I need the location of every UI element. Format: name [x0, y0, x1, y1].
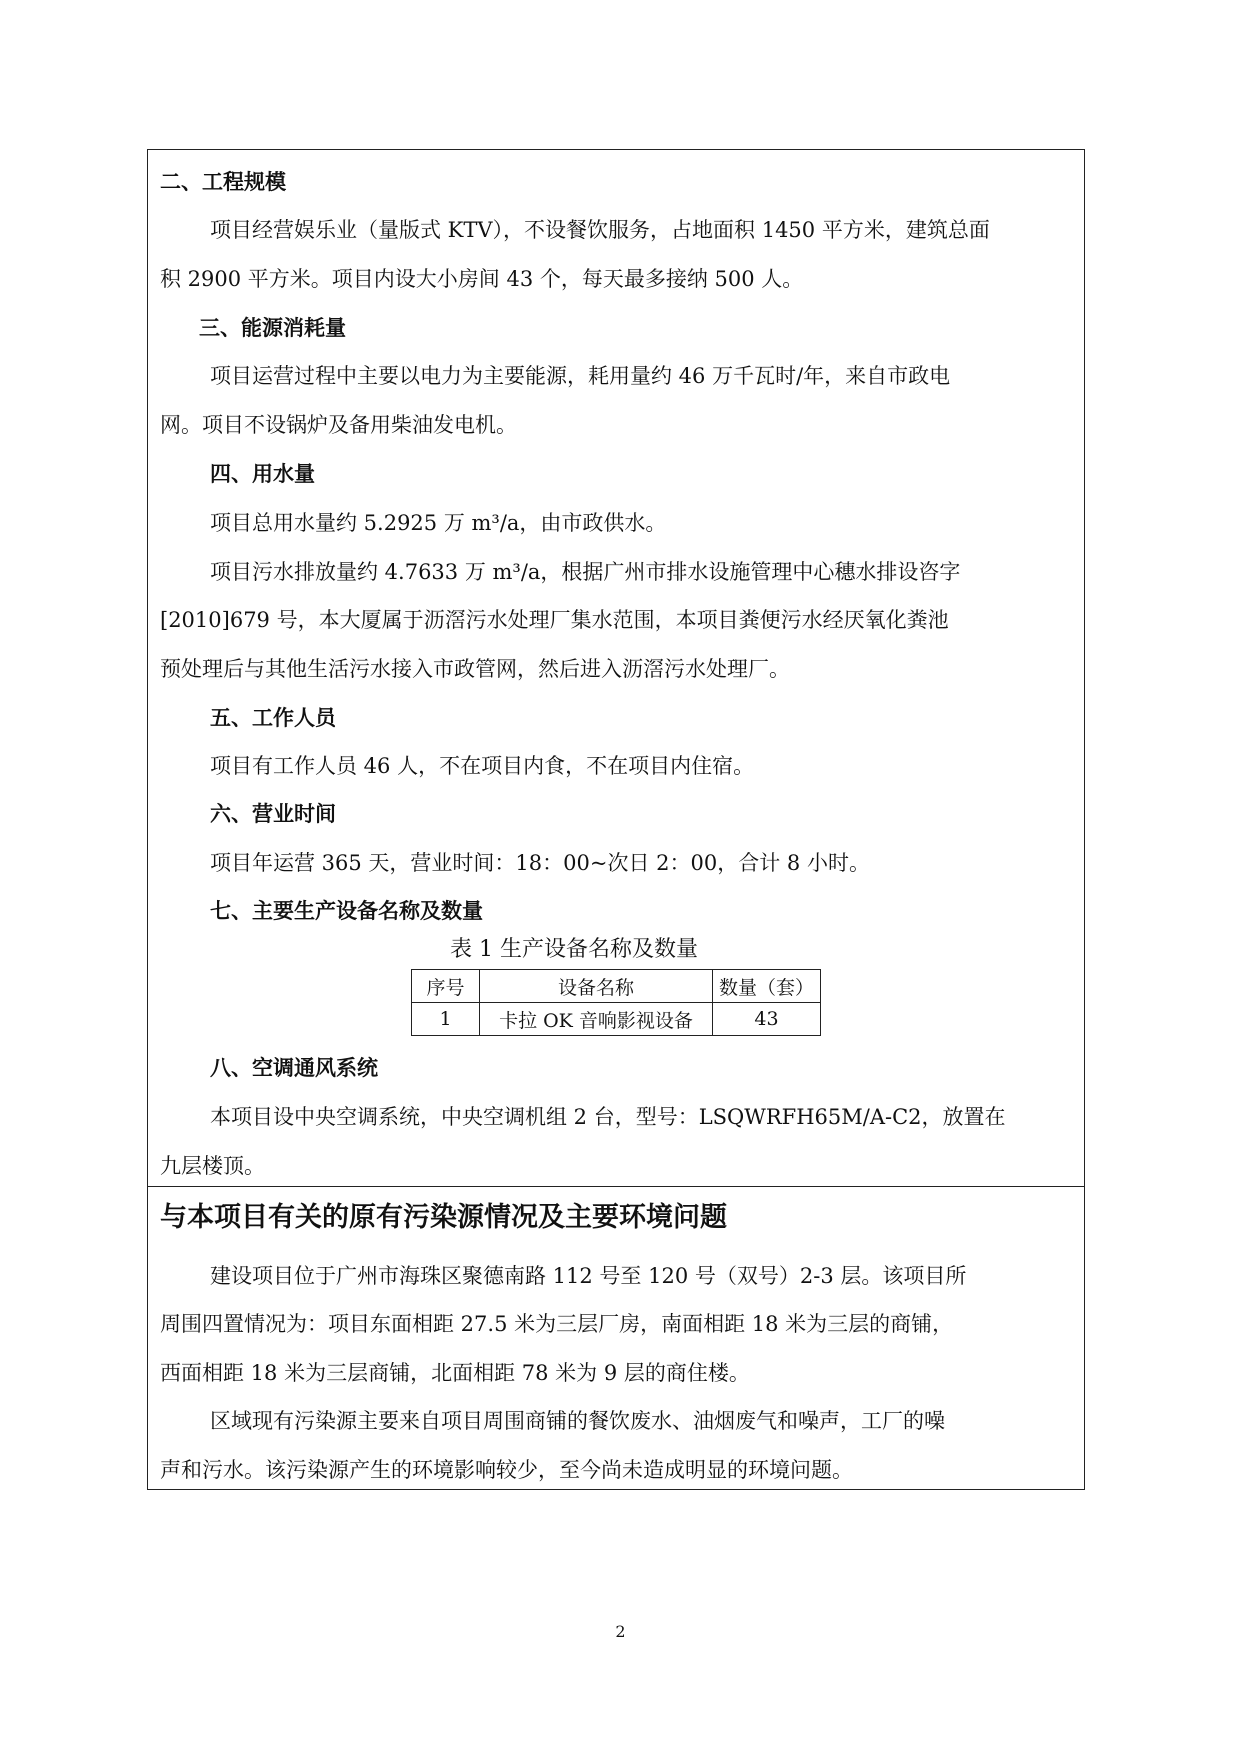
pollution-paragraph-1-line-1: 建设项目位于广州市海珠区聚德南路 112 号至 120 号（双号）2-3 层。该项目所	[210, 1264, 967, 1288]
heading-pollution: 与本项目有关的原有污染源情况及主要环境问题	[160, 1202, 727, 1233]
equipment-table	[411, 969, 821, 1036]
water-paragraph-2-line-3: 预处理后与其他生活污水接入市政管网，然后进入沥滘污水处理厂。	[160, 657, 790, 681]
staff-paragraph: 项目有工作人员 46 人，不在项目内食，不在项目内住宿。	[210, 754, 755, 778]
col-header-quantity: 数量（套）	[713, 970, 821, 1003]
page-number: 2	[615, 1622, 626, 1641]
heading-scale: 二、工程规模	[160, 170, 286, 194]
cell-name: 卡拉 OK 音响影视设备	[480, 1003, 713, 1036]
cell-quantity: 43	[713, 1003, 821, 1036]
heading-hvac: 八、空调通风系统	[210, 1056, 378, 1080]
col-header-name: 设备名称	[480, 970, 713, 1003]
energy-paragraph-line-2: 网。项目不设锅炉及备用柴油发电机。	[160, 413, 517, 437]
col-header-index: 序号	[412, 970, 480, 1003]
heading-energy: 三、能源消耗量	[199, 316, 346, 340]
energy-paragraph-line-1: 项目运营过程中主要以电力为主要能源，耗用量约 46 万千瓦时/年，来自市政电	[210, 364, 951, 388]
water-paragraph-2-line-2: [2010]679 号，本大厦属于沥滘污水处理厂集水范围，本项目粪便污水经厌氧化粪池	[160, 608, 949, 632]
heading-staff: 五、工作人员	[210, 706, 336, 730]
scale-paragraph-line-2: 积 2900 平方米。项目内设大小房间 43 个，每天最多接纳 500 人。	[160, 267, 804, 291]
cell-index: 1	[412, 1003, 480, 1036]
pollution-paragraph-2-line-1: 区域现有污染源主要来自项目周围商铺的餐饮废水、油烟废气和噪声，工厂的噪	[210, 1409, 945, 1433]
pollution-paragraph-1-line-3: 西面相距 18 米为三层商铺，北面相距 78 米为 9 层的商住楼。	[160, 1361, 750, 1385]
water-paragraph-1: 项目总用水量约 5.2925 万 m³/a，由市政供水。	[210, 511, 667, 535]
heading-hours: 六、营业时间	[210, 802, 336, 826]
hours-paragraph: 项目年运营 365 天，营业时间：18：00~次日 2：00，合计 8 小时。	[210, 851, 870, 875]
section-divider	[147, 1186, 1085, 1187]
hvac-paragraph-line-2: 九层楼顶。	[160, 1154, 265, 1178]
hvac-paragraph-line-1: 本项目设中央空调系统，中央空调机组 2 台，型号：LSQWRFH65M/A-C2，放置在	[210, 1105, 1006, 1129]
water-paragraph-2-line-1: 项目污水排放量约 4.7633 万 m³/a，根据广州市排水设施管理中心穗水排设咨字	[210, 560, 961, 584]
table-row	[412, 1003, 821, 1036]
heading-water: 四、用水量	[210, 462, 315, 486]
scale-paragraph-line-1: 项目经营娱乐业（量版式 KTV），不设餐饮服务，占地面积 1450 平方米，建筑总面	[210, 218, 990, 242]
table-caption: 表 1 生产设备名称及数量	[450, 937, 698, 962]
table-header-row	[412, 970, 821, 1003]
pollution-paragraph-2-line-2: 声和污水。该污染源产生的环境影响较少，至今尚未造成明显的环境问题。	[160, 1458, 853, 1482]
heading-equipment: 七、主要生产设备名称及数量	[210, 899, 483, 923]
pollution-paragraph-1-line-2: 周围四置情况为：项目东面相距 27.5 米为三层厂房，南面相距 18 米为三层的商铺，	[160, 1312, 954, 1336]
